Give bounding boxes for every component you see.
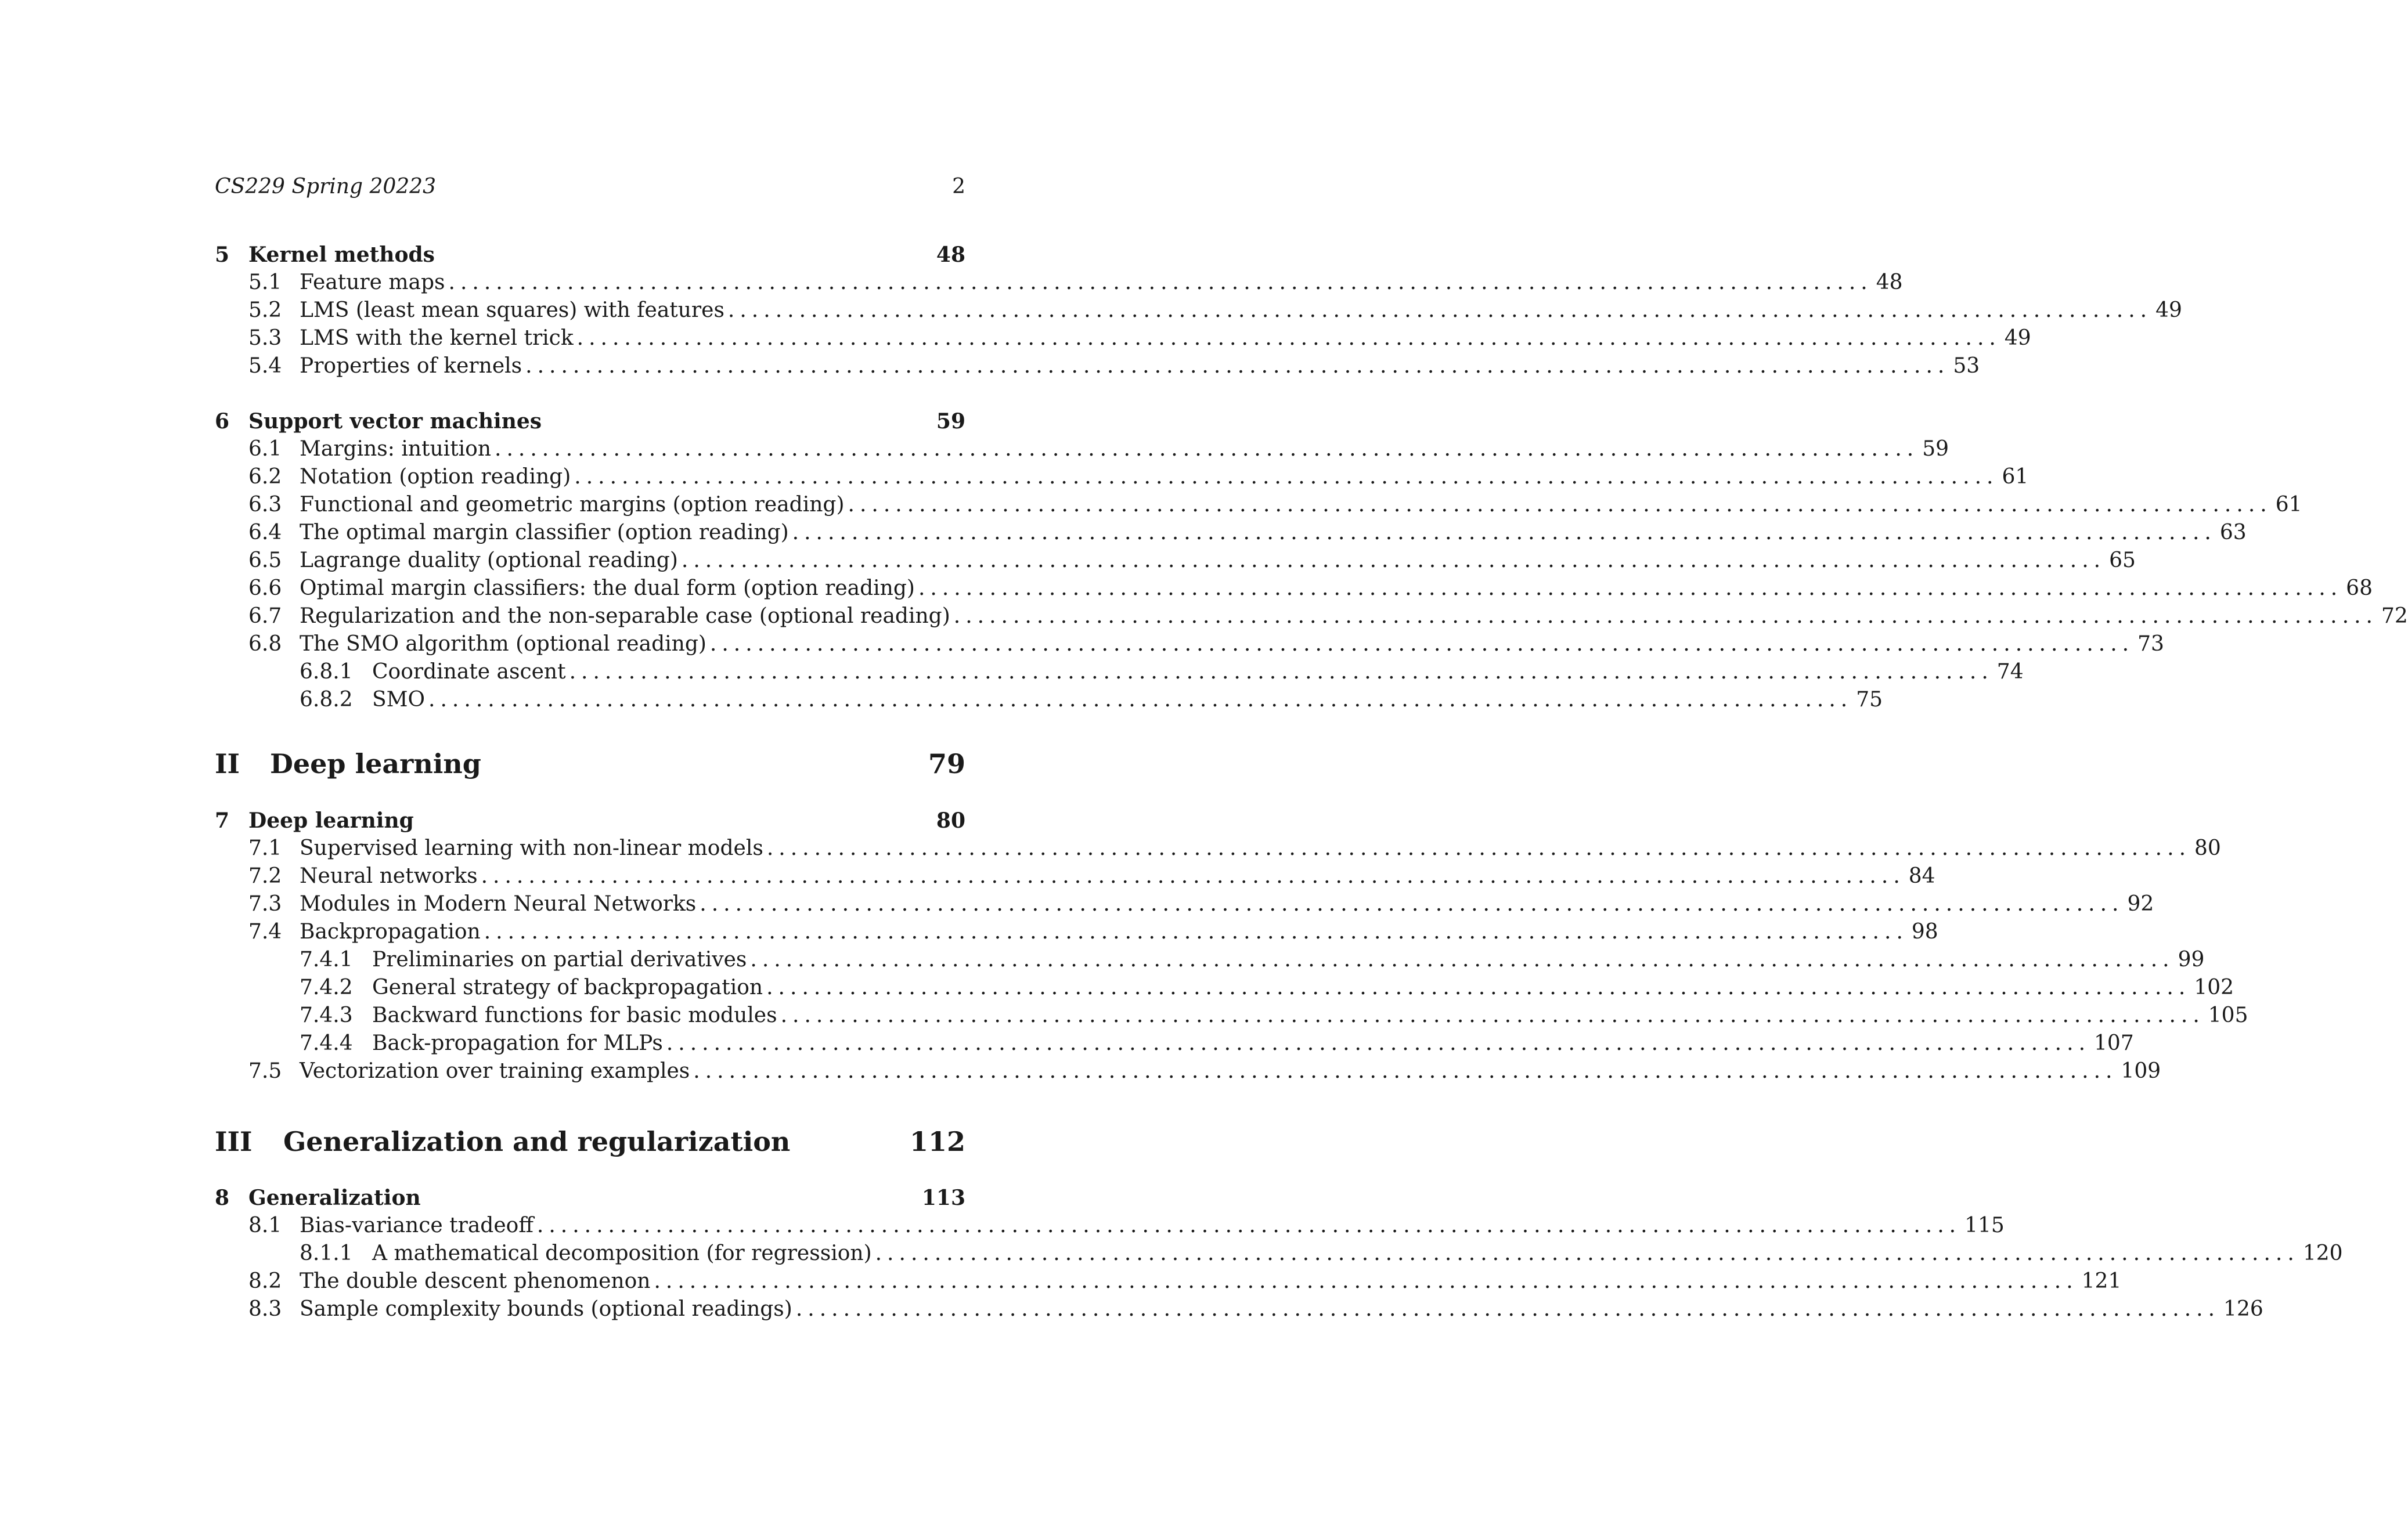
page-number: 2	[952, 175, 965, 198]
dot-leader: ........................................................................................................................	[681, 548, 2106, 572]
toc-entry-title: LMS with the kernel trick	[300, 326, 574, 350]
dot-leader: ........................................................................................................................	[750, 948, 2175, 972]
toc-entry-number: 6.8	[248, 632, 282, 656]
toc-entry-7-2[interactable]	[215, 862, 1935, 890]
dot-leader: ........................................................................................................................	[481, 864, 1905, 888]
toc-entry-page: 53	[1953, 354, 1980, 378]
running-header-title: CS229 Spring 20223	[215, 175, 436, 198]
toc-entry-title: Bias-variance tradeoff	[300, 1214, 533, 1237]
toc-entry-page: 98	[1911, 920, 1938, 944]
toc-entry-6-8[interactable]	[215, 630, 2164, 658]
toc-entry-page: 105	[2208, 1003, 2248, 1027]
toc-entry-title: Generalization and regularization	[283, 1126, 791, 1157]
toc-entry-title: Feature maps	[300, 270, 445, 294]
dot-leader: ........................................................................................................................	[654, 1269, 2078, 1293]
toc-entry-title: Margins: intuition	[300, 437, 492, 461]
toc-entry-number: 7.3	[248, 892, 282, 916]
toc-entry-number: 7	[215, 808, 230, 833]
dot-leader: ........................................................................................................................	[792, 521, 2216, 544]
toc-entry-title: Supervised learning with non-linear models	[300, 836, 763, 860]
toc-entry-title: The optimal margin classifier (option reading)	[300, 521, 789, 544]
toc-entry-title: SMO	[372, 688, 426, 712]
toc-entry-7-5[interactable]	[215, 1057, 2161, 1085]
toc-entry-page: 48	[936, 243, 965, 267]
toc-entry-number: III	[215, 1126, 253, 1157]
toc-entry-page: 74	[1996, 660, 2024, 684]
dot-leader: ........................................................................................................................	[666, 1031, 2091, 1055]
toc-entry-number: 7.5	[248, 1059, 282, 1083]
toc-entry-number: 6.3	[248, 493, 282, 517]
toc-entry-title: The double descent phenomenon	[300, 1269, 651, 1293]
toc-entry-title: Functional and geometric margins (option reading)	[300, 493, 845, 517]
toc-entry-page: 92	[2127, 892, 2154, 916]
dot-leader: ........................................................................................................................	[525, 354, 1950, 378]
toc-entry-number: 5.4	[248, 354, 282, 378]
toc-entry-7-1[interactable]	[215, 835, 2221, 862]
toc-entry-page: 61	[2275, 493, 2302, 517]
toc-entry-number: 6.8.1	[300, 660, 353, 684]
toc-entry-page: 75	[1856, 688, 1883, 712]
toc-entry-page: 68	[2346, 576, 2373, 600]
dot-leader: ........................................................................................................................	[536, 1214, 1962, 1237]
toc-entry-number: 7.4.2	[300, 976, 353, 999]
toc-entry-title: Preliminaries on partial derivatives	[372, 948, 747, 972]
dot-leader: ........................................................................................................................	[428, 688, 1853, 712]
toc-entry-number: 5.2	[248, 298, 282, 322]
toc-entry-number: 7.4.3	[300, 1003, 353, 1027]
toc-entry-title: General strategy of backpropagation	[372, 976, 763, 999]
dot-leader: ........................................................................................................................	[448, 270, 1873, 294]
toc-entry-5-4[interactable]	[215, 352, 1980, 380]
toc-entry-number: 8	[215, 1186, 230, 1210]
toc-entry-title: Vectorization over training examples	[300, 1059, 690, 1083]
toc-entry-6-2[interactable]	[215, 463, 2029, 491]
dot-leader: ........................................................................................................................	[700, 892, 2124, 916]
toc-entry-6[interactable]	[215, 407, 965, 435]
toc-entry-8-1[interactable]	[215, 1212, 2005, 1240]
toc-entry-number: 7.4.4	[300, 1031, 353, 1055]
toc-entry-number: 8.1.1	[300, 1241, 353, 1265]
toc-entry-7-4[interactable]	[215, 918, 1938, 946]
toc-entry-number: II	[215, 748, 240, 779]
toc-entry-page: 48	[1876, 270, 1903, 294]
toc-entry-7-4-3[interactable]	[215, 1002, 2248, 1030]
toc-entry-page: 84	[1908, 864, 1935, 888]
toc-entry-page: 102	[2194, 976, 2234, 999]
toc-entry-6-5[interactable]	[215, 547, 2136, 575]
toc-entry-iii[interactable]	[215, 1118, 965, 1165]
toc-entry-number: 8.3	[248, 1297, 282, 1321]
toc-entry-page: 112	[909, 1126, 965, 1157]
toc-entry-page: 80	[2194, 836, 2221, 860]
toc-entry-page: 109	[2121, 1059, 2161, 1083]
toc-entry-number: 6.5	[248, 548, 282, 572]
toc-entry-title: Deep learning	[270, 748, 481, 779]
dot-leader: ........................................................................................................................	[766, 836, 2191, 860]
toc-entry-title: Kernel methods	[248, 243, 435, 267]
toc-entry-8-1-1[interactable]	[215, 1240, 2343, 1268]
dot-leader: ........................................................................................................................	[727, 298, 2153, 322]
toc-entry-page: 121	[2081, 1269, 2122, 1293]
toc-entry-title: Lagrange duality (optional reading)	[300, 548, 678, 572]
toc-entry-6-7[interactable]	[215, 602, 2408, 630]
toc-entry-title: Optimal margin classifiers: the dual form (option reading)	[300, 576, 915, 600]
toc-entry-number: 5.1	[248, 270, 282, 294]
toc-entry-6-8-2[interactable]	[215, 686, 1883, 714]
toc-entry-number: 6.7	[248, 604, 282, 628]
toc-entry-page: 49	[2155, 298, 2182, 322]
toc-entry-ii[interactable]	[215, 741, 965, 787]
dot-leader: ........................................................................................................................	[693, 1059, 2118, 1083]
toc-entry-number: 6.4	[248, 521, 282, 544]
toc-entry-7-4-2[interactable]	[215, 974, 2234, 1002]
toc-entry-number: 6.8.2	[300, 688, 353, 712]
dot-leader: ........................................................................................................................	[766, 976, 2191, 999]
toc-entry-title: Generalization	[248, 1186, 421, 1210]
toc-entry-page: 126	[2223, 1297, 2263, 1321]
dot-leader: ........................................................................................................................	[918, 576, 2343, 600]
toc-entry-title: Properties of kernels	[300, 354, 522, 378]
toc-entry-number: 5	[215, 243, 230, 267]
toc-entry-title: Modules in Modern Neural Networks	[300, 892, 697, 916]
dot-leader: ........................................................................................................................	[576, 326, 2001, 350]
toc-entry-page: 59	[936, 409, 965, 434]
toc-entry-page: 80	[936, 808, 965, 833]
toc-entry-page: 73	[2137, 632, 2164, 656]
toc-entry-page: 49	[2004, 326, 2031, 350]
dot-leader: ........................................................................................................................	[574, 465, 1999, 489]
toc-entry-number: 6.1	[248, 437, 282, 461]
toc-entry-number: 6.6	[248, 576, 282, 600]
toc-entry-number: 8.1	[248, 1214, 282, 1237]
toc-entry-6-8-1[interactable]	[215, 658, 2024, 686]
dot-leader: ........................................................................................................................	[569, 660, 1994, 684]
toc-entry-7-4-1[interactable]	[215, 946, 2205, 974]
toc-entry-title: Backward functions for basic modules	[372, 1003, 777, 1027]
toc-entry-page: 72	[2381, 604, 2408, 628]
toc-entry-6-4[interactable]	[215, 519, 2247, 547]
toc-entry-number: 8.2	[248, 1269, 282, 1293]
dot-leader: ........................................................................................................................	[875, 1241, 2299, 1265]
toc-entry-title: Deep learning	[248, 808, 414, 833]
toc-entry-5-3[interactable]	[215, 324, 2031, 352]
toc-entry-page: 65	[2109, 548, 2136, 572]
toc-entry-title: Regularization and the non-separable case (optional reading)	[300, 604, 950, 628]
dot-leader: ........................................................................................................................	[484, 920, 1908, 944]
toc-entry-6-6[interactable]	[215, 575, 2373, 602]
toc-entry-5-1[interactable]	[215, 269, 1903, 297]
toc-entry-number: 7.1	[248, 836, 282, 860]
toc-entry-number: 7.4	[248, 920, 282, 944]
toc-entry-page: 113	[921, 1186, 965, 1210]
toc-entry-page: 79	[928, 748, 965, 779]
toc-entry-8[interactable]	[215, 1184, 965, 1212]
toc-entry-6-3[interactable]	[215, 491, 2302, 519]
toc-entry-number: 6.2	[248, 465, 282, 489]
toc-entry-page: 61	[2002, 465, 2029, 489]
toc-entry-7[interactable]	[215, 807, 965, 835]
toc-entry-title: Notation (option reading)	[300, 465, 571, 489]
toc-entry-title: Backpropagation	[300, 920, 481, 944]
toc-entry-7-4-4[interactable]	[215, 1030, 2134, 1057]
toc-entry-page: 120	[2302, 1241, 2343, 1265]
toc-entry-5-2[interactable]	[215, 297, 2182, 324]
dot-leader: ........................................................................................................................	[795, 1297, 2220, 1321]
toc-entry-7-3[interactable]	[215, 890, 2154, 918]
dot-leader: ........................................................................................................................	[709, 632, 2135, 656]
dot-leader: ........................................................................................................................	[848, 493, 2272, 517]
dot-leader: ........................................................................................................................	[780, 1003, 2205, 1027]
dot-leader: ........................................................................................................................	[953, 604, 2378, 628]
dot-leader: ........................................................................................................................	[495, 437, 1919, 461]
toc-entry-number: 6	[215, 409, 230, 434]
toc-entry-title: Coordinate ascent	[372, 660, 566, 684]
toc-entry-8-2[interactable]	[215, 1268, 2122, 1295]
toc-entry-title: Neural networks	[300, 864, 478, 888]
toc-entry-page: 107	[2094, 1031, 2134, 1055]
toc-entry-title: Sample complexity bounds (optional readings)	[300, 1297, 792, 1321]
toc-entry-title: A mathematical decomposition (for regression)	[372, 1241, 872, 1265]
toc-entry-page: 99	[2178, 948, 2205, 972]
toc-entry-page: 59	[1922, 437, 1949, 461]
toc-entry-title: LMS (least mean squares) with features	[300, 298, 724, 322]
toc-entry-8-3[interactable]	[215, 1295, 2263, 1323]
toc-entry-title: Support vector machines	[248, 409, 542, 434]
toc-entry-number: 7.4.1	[300, 948, 353, 972]
toc-entry-page: 63	[2219, 521, 2247, 544]
toc-entry-title: The SMO algorithm (optional reading)	[300, 632, 706, 656]
toc-entry-5[interactable]	[215, 241, 965, 269]
toc-entry-page: 115	[1964, 1214, 2005, 1237]
toc-entry-number: 5.3	[248, 326, 282, 350]
toc-entry-number: 7.2	[248, 864, 282, 888]
toc-entry-6-1[interactable]	[215, 435, 1949, 463]
toc-entry-title: Back-propagation for MLPs	[372, 1031, 663, 1055]
